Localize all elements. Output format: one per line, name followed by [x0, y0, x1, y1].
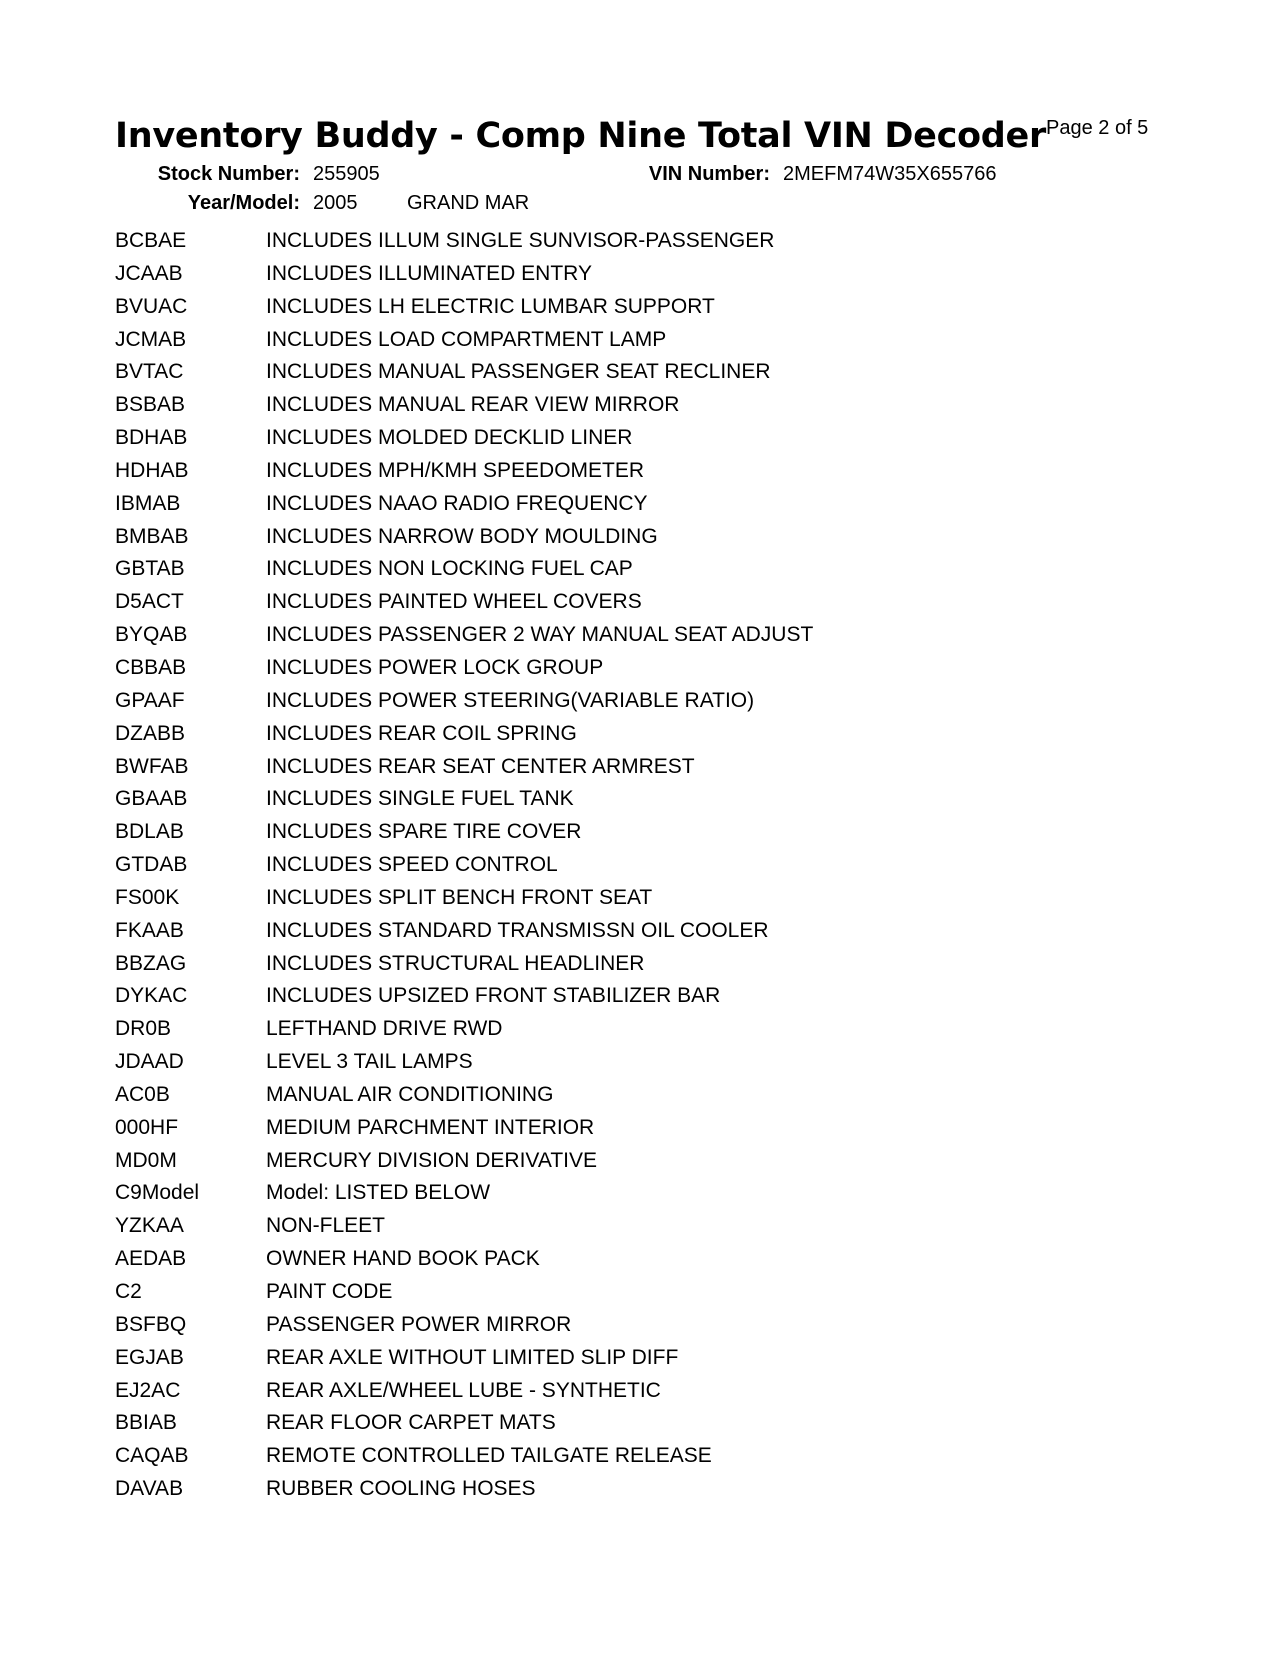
option-description: INCLUDES STRUCTURAL HEADLINER — [266, 951, 645, 975]
year-model-label: Year/Model: — [187, 192, 300, 214]
option-description: NON-FLEET — [266, 1214, 386, 1238]
option-description: INCLUDES MOLDED DECKLID LINER — [266, 426, 633, 450]
option-code: CBBAB — [115, 655, 187, 679]
model-value: GRAND MAR — [407, 192, 530, 214]
option-row — [115, 227, 1115, 260]
option-description: INCLUDES REAR SEAT CENTER ARMREST — [266, 754, 695, 778]
option-code: DAVAB — [115, 1477, 184, 1501]
option-row — [115, 818, 1115, 851]
option-description: INCLUDES ILLUMINATED ENTRY — [266, 261, 592, 285]
option-code: AEDAB — [115, 1247, 187, 1271]
option-row — [115, 1475, 1115, 1508]
option-code: DR0B — [115, 1017, 172, 1041]
option-row — [115, 1179, 1115, 1212]
option-row — [115, 490, 1115, 523]
option-code: JCAAB — [115, 261, 183, 285]
option-row — [115, 884, 1115, 917]
option-description: INCLUDES MANUAL REAR VIEW MIRROR — [266, 393, 680, 417]
option-description: INCLUDES SINGLE FUEL TANK — [266, 787, 574, 811]
option-description: INCLUDES UPSIZED FRONT STABILIZER BAR — [266, 984, 721, 1008]
option-row — [115, 720, 1115, 753]
option-code: FKAAB — [115, 918, 184, 942]
option-description: INCLUDES PAINTED WHEEL COVERS — [266, 590, 642, 614]
option-row — [115, 457, 1115, 490]
option-description: OWNER HAND BOOK PACK — [266, 1247, 540, 1271]
option-row — [115, 621, 1115, 654]
option-list — [115, 227, 1115, 1508]
option-row — [115, 1409, 1115, 1442]
option-row — [115, 1278, 1115, 1311]
option-code: CAQAB — [115, 1444, 189, 1468]
option-description: INCLUDES SPEED CONTROL — [266, 853, 558, 877]
option-description: INCLUDES MANUAL PASSENGER SEAT RECLINER — [266, 360, 771, 384]
option-code: D5ACT — [115, 590, 184, 614]
option-description: INCLUDES REAR COIL SPRING — [266, 721, 577, 745]
option-row — [115, 654, 1115, 687]
option-row — [115, 851, 1115, 884]
option-row — [115, 687, 1115, 720]
option-row — [115, 424, 1115, 457]
option-code: GBAAB — [115, 787, 188, 811]
option-row — [115, 1311, 1115, 1344]
option-code: AC0B — [115, 1082, 170, 1106]
option-description: INCLUDES NAAO RADIO FREQUENCY — [266, 491, 648, 515]
option-description: MERCURY DIVISION DERIVATIVE — [266, 1148, 598, 1172]
option-description: Model: LISTED BELOW — [266, 1181, 491, 1205]
option-code: C9Model — [115, 1181, 200, 1205]
option-description: REAR AXLE WITHOUT LIMITED SLIP DIFF — [266, 1345, 679, 1369]
option-code: BYQAB — [115, 623, 188, 647]
option-code: IBMAB — [115, 491, 181, 515]
option-code: BSBAB — [115, 393, 186, 417]
option-code: JDAAD — [115, 1050, 184, 1074]
option-code: BVTAC — [115, 360, 184, 384]
option-description: INCLUDES MPH/KMH SPEEDOMETER — [266, 458, 645, 482]
option-code: BWFAB — [115, 754, 189, 778]
option-row — [115, 1212, 1115, 1245]
option-row — [115, 1377, 1115, 1410]
option-description: INCLUDES ILLUM SINGLE SUNVISOR-PASSENGER — [266, 229, 775, 252]
option-code: BDLAB — [115, 820, 184, 844]
stock-number-value: 255905 — [313, 163, 380, 185]
vin-number-label: VIN Number: — [648, 163, 770, 185]
option-code: C2 — [115, 1280, 142, 1303]
option-description: REAR FLOOR CARPET MATS — [266, 1411, 556, 1435]
option-code: JCMAB — [115, 327, 187, 351]
option-row — [115, 1344, 1115, 1377]
option-code: FS00K — [115, 885, 180, 909]
option-row — [115, 293, 1115, 326]
option-row — [115, 588, 1115, 621]
option-description: PAINT CODE — [266, 1280, 393, 1303]
option-row — [115, 1147, 1115, 1180]
year-value: 2005 — [313, 192, 358, 214]
option-code: BDHAB — [115, 426, 188, 450]
option-row — [115, 523, 1115, 556]
option-code: BVUAC — [115, 294, 188, 318]
option-description: REMOTE CONTROLLED TAILGATE RELEASE — [266, 1444, 712, 1468]
option-code: YZKAA — [115, 1214, 184, 1238]
option-code: 000HF — [115, 1115, 179, 1139]
option-code: EJ2AC — [115, 1378, 181, 1402]
option-description: MANUAL AIR CONDITIONING — [266, 1082, 554, 1106]
option-description: INCLUDES SPARE TIRE COVER — [266, 820, 582, 844]
option-code: HDHAB — [115, 458, 189, 482]
option-description: PASSENGER POWER MIRROR — [266, 1312, 572, 1336]
option-row — [115, 785, 1115, 818]
option-row — [115, 950, 1115, 983]
vin-number-value: 2MEFM74W35X655766 — [783, 163, 997, 185]
option-description: INCLUDES NARROW BODY MOULDING — [266, 524, 658, 548]
option-description: INCLUDES LH ELECTRIC LUMBAR SUPPORT — [266, 294, 715, 318]
option-row — [115, 982, 1115, 1015]
option-description: INCLUDES POWER LOCK GROUP — [266, 655, 604, 679]
option-code: MD0M — [115, 1148, 177, 1172]
option-description: INCLUDES SPLIT BENCH FRONT SEAT — [266, 885, 653, 909]
option-row — [115, 1048, 1115, 1081]
option-description: LEFTHAND DRIVE RWD — [266, 1017, 503, 1041]
option-code: BCBAE — [115, 229, 187, 252]
option-code: BBZAG — [115, 951, 187, 975]
option-row — [115, 1114, 1115, 1147]
option-description: REAR AXLE/WHEEL LUBE - SYNTHETIC — [266, 1378, 661, 1402]
option-description: INCLUDES PASSENGER 2 WAY MANUAL SEAT ADJUST — [266, 623, 814, 647]
option-description: INCLUDES NON LOCKING FUEL CAP — [266, 557, 633, 581]
option-row — [115, 260, 1115, 293]
option-row — [115, 1081, 1115, 1114]
option-row — [115, 917, 1115, 950]
option-code: BBIAB — [115, 1411, 177, 1435]
option-row — [115, 1245, 1115, 1278]
option-code: GTDAB — [115, 853, 188, 877]
option-code: EGJAB — [115, 1345, 184, 1369]
option-row — [115, 326, 1115, 359]
page-number: Page 2 of 5 — [1046, 117, 1149, 139]
option-description: RUBBER COOLING HOSES — [266, 1477, 536, 1501]
option-code: GBTAB — [115, 557, 185, 581]
option-code: DZABB — [115, 721, 186, 745]
option-row — [115, 358, 1115, 391]
option-row — [115, 1442, 1115, 1475]
option-description: INCLUDES POWER STEERING(VARIABLE RATIO) — [266, 688, 755, 712]
option-code: DYKAC — [115, 984, 188, 1008]
option-description: LEVEL 3 TAIL LAMPS — [266, 1050, 473, 1074]
option-description: INCLUDES LOAD COMPARTMENT LAMP — [266, 327, 667, 351]
option-row — [115, 391, 1115, 424]
option-row — [115, 1015, 1115, 1048]
option-description: MEDIUM PARCHMENT INTERIOR — [266, 1115, 595, 1139]
option-row — [115, 753, 1115, 786]
option-code: BSFBQ — [115, 1312, 187, 1336]
option-code: GPAAF — [115, 688, 185, 712]
option-description: INCLUDES STANDARD TRANSMISSN OIL COOLER — [266, 918, 769, 942]
option-row — [115, 555, 1115, 588]
page-title: Inventory Buddy - Comp Nine Total VIN Decoder — [115, 116, 1046, 156]
option-code: BMBAB — [115, 524, 189, 548]
stock-number-label: Stock Number: — [157, 163, 300, 185]
